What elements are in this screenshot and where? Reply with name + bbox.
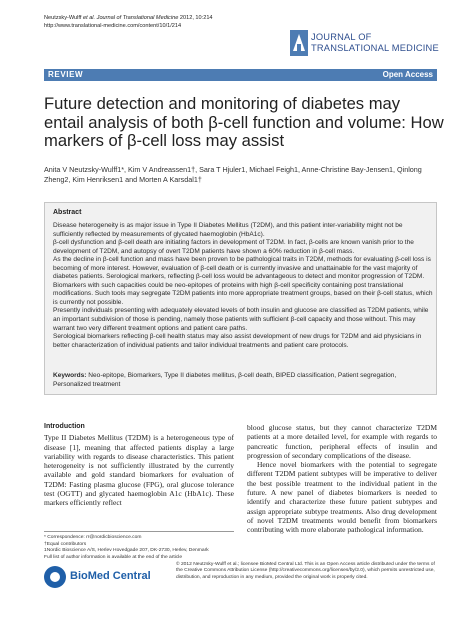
article-title: Future detection and monitoring of diabetes may entail analysis of both β-cell function and volume: How markers of β-cell loss may assist (44, 94, 444, 150)
keywords-list: Neo-epitope, Biomarkers, Type II diabetes mellitus, β-cell death, BIPED classification, Patient segregation, Personalized treatment (53, 372, 397, 388)
keywords (53, 372, 433, 389)
article-type-label: REVIEW (48, 70, 84, 79)
license-text: © 2012 Neutzsky-Wulff et al.; licensee BioMed Central Ltd. This is an Open Access article distributed under the terms of the Creative Commons Attribution License (http://creativecommons.org/licenses/by/2.0), which permits unrestricted use, distribution, and reproduction in any medium, provided the original work is properly cited. (176, 562, 435, 580)
citation-line (44, 14, 284, 22)
keywords-label: Keywords: (53, 372, 87, 379)
body-paragraph: Hence novel biomarkers with the potential to segregate different T2DM patient subtypes will be imperative to deliver the best possible treatment to the individual patient in the future. A new panel of diabetes biomarkers is needed to identify and characterize these future patient subtypes and assign appropriate subtype treatments. Also drug development of novel T2DM treatments would benefit from biomarkers contributing with more elaborate pathological information. (247, 460, 437, 535)
author-info-note: Full list of author information is available at the end of the article (44, 554, 183, 560)
publisher-logo-icon (44, 566, 66, 588)
affiliation-note: 1Nordic Bioscience A/S, Herlev Hovedgade 207, DK-2730, Herlev, Denmark (44, 548, 209, 554)
abstract-paragraph: As the decline in β-cell function and mass have been proven to be pathological traits in T2DM, methods for evaluating β-cell loss is becoming of more interest. However, evaluation of β-cell death or is currently invasive and unattainable for the vast majority of diabetes patients. Serological markers, reflecting β-cell loss would be advantageous to detect and monitor progression of T2DM. Biomarkers with such capacities could be neo-epitopes of proteins with high β-cell specificity containing post translational modifications. Such tools may segregate T2DM patients into more appropriate treatment groups, based on their β-cell status, which is currently not possible. (53, 256, 433, 306)
journal-logo (290, 30, 440, 60)
citation-authors: Neutzsky-Wulff (44, 15, 83, 21)
introduction-heading: Introduction (44, 423, 85, 430)
correspondence-note: * Correspondence: rr@nordicbioscience.com (44, 535, 142, 540)
abstract-paragraph: β-cell dysfunction and β-cell death are initiating factors in development of T2DM. In fact, β-cells are known vanish prior to the development of T2DM, and autopsy of overt T2DM patients have shown a 60% reduction in β-cell mass. (53, 239, 414, 255)
journal-logo-icon (290, 30, 308, 56)
abstract-text (53, 222, 433, 350)
journal-logo-text: JOURNAL OF TRANSLATIONAL MEDICINE (311, 32, 439, 53)
article-url[interactable]: http://www.translational-medicine.com/content/10/1/214 (44, 23, 182, 29)
equal-contribution-note: †Equal contributors (44, 541, 87, 547)
abstract-box (44, 202, 437, 395)
body-paragraph: blood glucose status, but they cannot characterize T2DM patients at a more detailed level, for example with regards to pancreatic function, peripheral effects of insulin and progression of secondary complications of the disease. (247, 423, 437, 460)
body-column-left (44, 422, 234, 508)
article-type-banner (44, 69, 437, 81)
abstract-heading: Abstract (53, 209, 82, 216)
citation-volume: 2012, 10:214 (178, 15, 213, 21)
body-paragraph: Type II Diabetes Mellitus (T2DM) is a heterogeneous type of disease [1], meaning that affected patients display a large variability with regards to disease characteristics. This patient heterogeneity is not sufficiently illustrated by the currently available and gold standard biomarkers for evaluation of T2DM: Fasting plasma glucose (FPG), oral glucose tolerance test (OGTT) and glycated haemoglobin A1c (HbA1c). These markers efficiently reflect (44, 433, 234, 508)
authors-text: Anita V Neutzsky-Wulff1*, Kim V Andreassen1†, Sara T Hjuler1, Michael Feigh1, Anne-Christine Bay-Jensen1, Qinlong Zheng2, Kim Henriksen1 and Morten A Karsdal1† (44, 165, 422, 184)
open-access-label: Open Access (382, 70, 433, 79)
citation-header (44, 14, 284, 30)
body-column-right (247, 423, 437, 535)
footnotes (44, 531, 234, 561)
publisher-logo (44, 566, 174, 588)
abstract-paragraph: Disease heterogeneity is as major issue in Type II Diabetes Mellitus (T2DM), and this patient inter-variability might not be sufficiently reflected by measurements of glycated haemoglobin (HbA1c). (53, 222, 403, 238)
publisher-name: BioMed Central (70, 570, 151, 582)
abstract-paragraph: Presently individuals presenting with adequately elevated levels of both insulin and glucose are classified as T2DM patients, while an important subdivision of those is pending, namely those patients with sufficient β-cell capacity and those without. This may warrant two very different treatment options and patient care paths. (53, 307, 429, 332)
abstract-paragraph: Serological biomarkers reflecting β-cell health status may also assist development of new drugs for T2DM and aid physicians in better characterization of individual patients and tailor individual treatments and patient care protocols. (53, 333, 422, 349)
author-list (44, 165, 444, 185)
citation-journal: et al. Journal of Translational Medicine (82, 15, 179, 21)
